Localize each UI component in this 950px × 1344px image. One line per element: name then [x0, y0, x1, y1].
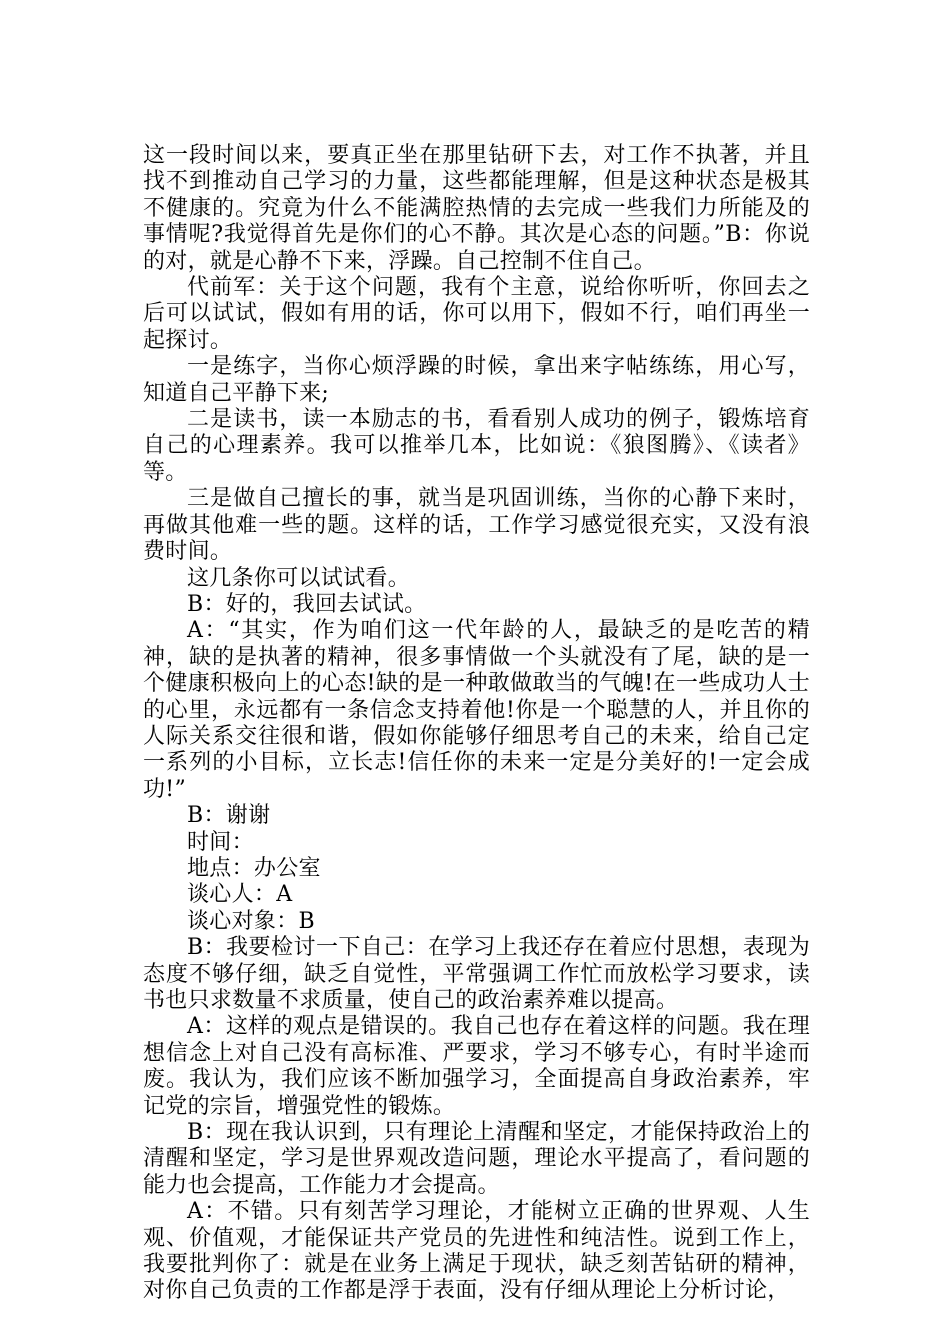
paragraph: 谈心人：A — [187, 882, 293, 908]
paragraph: B：我要检讨一下自己：在学习上我还存在着应付思想，表现为态度不够仔细，缺乏自觉性，平常强调工作忙而放松学习要求，读书也只求数量不求质量，使自己的政治素养难以提高。 — [143, 935, 810, 1013]
paragraph: B：谢谢 — [187, 803, 271, 829]
paragraph: 一是练字，当你心烦浮躁的时候，拿出来字帖练练，用心写，知道自己平静下来; — [143, 354, 810, 406]
paragraph: 这几条你可以试试看。 — [187, 565, 411, 591]
paragraph: 代前军：关于这个问题，我有个主意，说给你听听，你回去之后可以试试，假如有用的话，你可以用下，假如不行，咱们再坐一起探讨。 — [143, 275, 810, 353]
paragraph: A：不错。只有刻苦学习理论，才能树立正确的世界观、人生观、价值观，才能保证共产党员的先进性和纯洁性。说到工作上，我要批判你了：就是在业务上满足于现状，缺乏刻苦钻研的精神，对你自己负责的工作都是浮于表面，没有仔细从理论上分析讨论， — [143, 1199, 810, 1304]
paragraph: 这一段时间以来，要真正坐在那里钻研下去，对工作不执著，并且找不到推动自己学习的力量，这些都能理解，但是这种状态是极其不健康的。究竟为什么不能满腔热情的去完成一些我们力所能及的事情呢?我觉得首先是你们的心不静。其次是心态的问题。”B：你说的对，就是心静不下来，浮躁。自己控制不住自己。 — [143, 143, 810, 274]
paragraph: 三是做自己擅长的事，就当是巩固训练，当你的心静下来时，再做其他难一些的题。这样的话，工作学习感觉很充实，又没有浪费时间。 — [143, 486, 810, 565]
paragraph: 二是读书，读一本励志的书，看看别人成功的例子，锻炼培育自己的心理素养。我可以推举几本，比如说：《狼图腾》、《读者》等。 — [143, 407, 810, 485]
paragraph: 谈心对象：B — [187, 908, 315, 934]
paragraph: A：“其实，作为咱们这一代年龄的人，最缺乏的是吃苦的精神，缺的是执著的精神，很多事情做一个头就没有了尾，缺的是一个健康积极向上的心态!缺的是一种敢做敢当的气魄!在一些成功人士的心里，永远都有一条信念支持着他!你是一个聪慧的人，并且你的人际关系交往很和谐，假如你能够仔细思考自己的未来，给自己定一系列的小目标，立长志!信任你的未来一定是分美好的!一定会成功!” — [143, 618, 810, 802]
paragraph: 地点：办公室 — [187, 855, 321, 881]
paragraph: A：这样的观点是错误的。我自己也存在着这样的问题。我在理想信念上对自己没有高标准、严要求，学习不够专心，有时半途而废。我认为，我们应该不断加强学习，全面提高自身政治素养，牢记党的宗旨，增强党性的锻炼。 — [143, 1014, 810, 1119]
paragraph: 时间： — [187, 829, 254, 855]
paragraph: B：现在我认识到，只有理论上清醒和坚定，才能保持政治上的清醒和坚定，学习是世界观改造问题，理论水平提高了，看问题的能力也会提高，工作能力才会提高。 — [143, 1120, 810, 1198]
paragraph: B：好的，我回去试试。 — [187, 591, 427, 617]
document-body — [143, 143, 810, 1305]
